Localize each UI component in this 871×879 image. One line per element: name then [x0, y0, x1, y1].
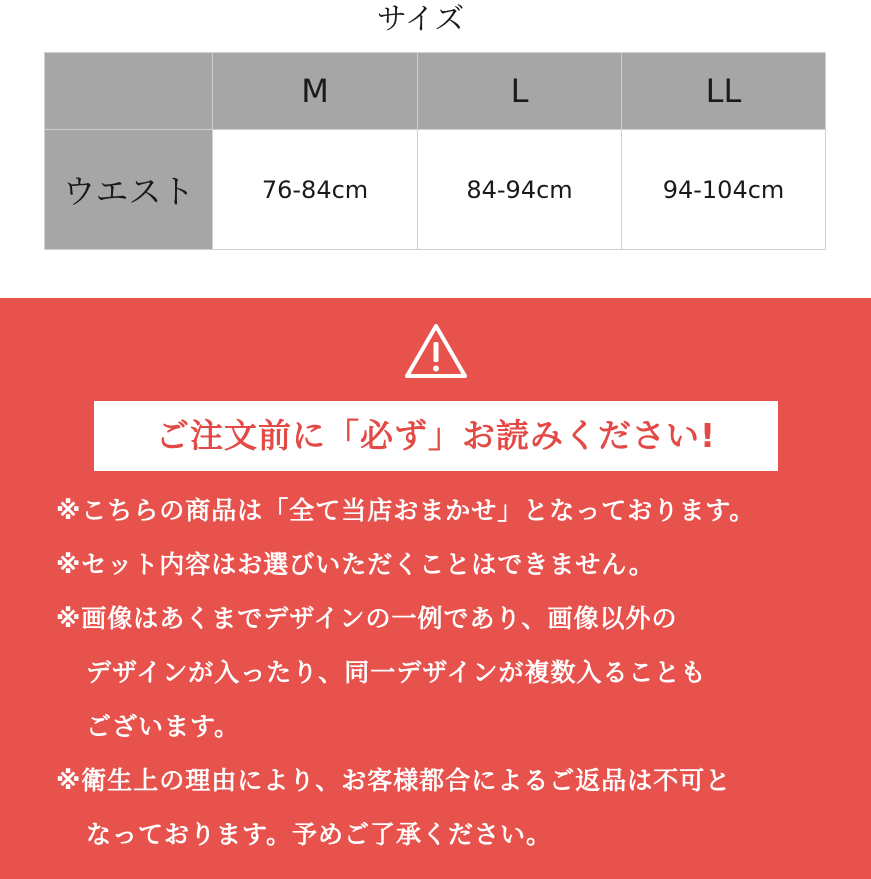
- size-title: サイズ: [376, 2, 465, 37]
- notice-line: ※こちらの商品は「全て当店おまかせ」となっております。: [56, 496, 756, 525]
- notice-line: ※衛生上の理由により、お客様都合によるご返品は不可と: [56, 766, 732, 795]
- size-column-ll: LL: [622, 53, 826, 130]
- size-header-corner: [45, 53, 213, 130]
- size-column-l: L: [418, 53, 622, 130]
- size-header-row: [45, 53, 826, 130]
- warning-triangle-icon: [404, 322, 468, 380]
- notice-list: [56, 484, 856, 862]
- notice-line: なっております。予めご了承ください。: [86, 820, 553, 849]
- row-label-waist: ウエスト: [45, 130, 213, 250]
- waist-value-ll: 94-104cm: [622, 130, 826, 250]
- size-table: [44, 52, 826, 250]
- waist-value-l: 84-94cm: [418, 130, 622, 250]
- notice-line: デザインが入ったり、同一デザインが複数入ることも: [86, 658, 707, 687]
- notice-line: ※セット内容はお選びいただくことはできません。: [56, 550, 655, 579]
- notice-line: ございます。: [86, 712, 241, 741]
- waist-value-m: 76-84cm: [213, 130, 418, 250]
- notice-line: ※画像はあくまでデザインの一例であり、画像以外の: [56, 604, 678, 633]
- notice-banner: ご注文前に「必ず」お読みください!: [94, 401, 778, 471]
- table-row: [45, 130, 826, 250]
- size-column-m: M: [213, 53, 418, 130]
- notice-panel: [0, 298, 871, 879]
